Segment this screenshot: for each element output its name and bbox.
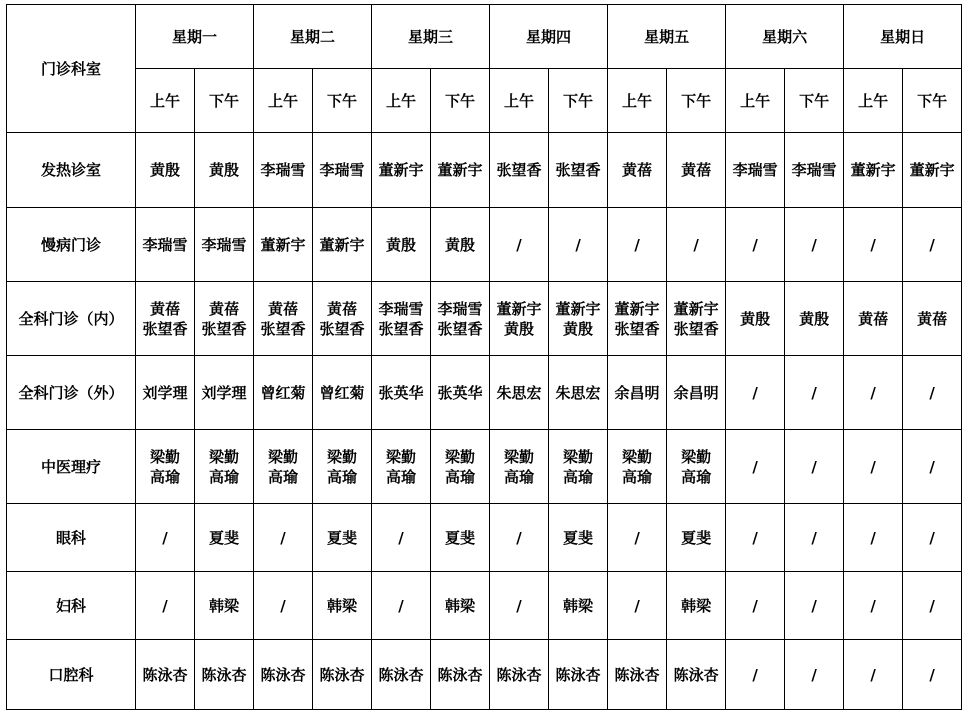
schedule-cell xyxy=(490,282,549,356)
doctor-name: 高瑜 xyxy=(268,467,299,486)
schedule-cell: 董新宇 xyxy=(844,133,903,208)
schedule-cell: / xyxy=(490,572,549,640)
schedule-cell: 陈泳杏 xyxy=(136,640,195,710)
schedule-cell: / xyxy=(844,430,903,504)
schedule-cell xyxy=(254,282,313,356)
schedule-cell: / xyxy=(785,572,844,640)
doctor-name: 高瑜 xyxy=(504,467,535,486)
schedule-cell: / xyxy=(254,572,313,640)
schedule-cell: 张英华 xyxy=(372,356,431,430)
schedule-cell: 董新宇 xyxy=(431,133,490,208)
schedule-cell: 黄殷 xyxy=(431,208,490,282)
doctor-name: 黄蓓 xyxy=(327,299,358,318)
day-header: 星期一 xyxy=(136,5,254,69)
schedule-cell: / xyxy=(903,504,962,572)
doctor-name: 高瑜 xyxy=(563,467,594,486)
doctor-name: 张望香 xyxy=(437,319,483,338)
schedule-cell xyxy=(667,430,726,504)
table-row xyxy=(7,356,962,430)
schedule-cell xyxy=(254,430,313,504)
schedule-cell: 黄殷 xyxy=(136,133,195,208)
doctor-name: 高瑜 xyxy=(386,467,417,486)
schedule-cell: / xyxy=(726,430,785,504)
schedule-cell: 陈泳杏 xyxy=(313,640,372,710)
schedule-cell: 黄蓓 xyxy=(667,133,726,208)
schedule-cell: 陈泳杏 xyxy=(431,640,490,710)
schedule-cell: 李瑞雪 xyxy=(785,133,844,208)
schedule-cell: 夏斐 xyxy=(549,504,608,572)
morning-header: 上午 xyxy=(844,69,903,133)
schedule-cell: / xyxy=(726,504,785,572)
schedule-cell: 陈泳杏 xyxy=(490,640,549,710)
doctor-name: 李瑞雪 xyxy=(437,299,483,318)
doctor-name: 梁勤 xyxy=(681,447,712,466)
schedule-cell: / xyxy=(549,208,608,282)
schedule-cell: / xyxy=(372,572,431,640)
schedule-cell: 黄殷 xyxy=(785,282,844,356)
afternoon-header: 下午 xyxy=(785,69,844,133)
schedule-cell xyxy=(490,430,549,504)
table-row xyxy=(7,504,962,572)
afternoon-header: 下午 xyxy=(313,69,372,133)
schedule-cell: 韩梁 xyxy=(667,572,726,640)
schedule-cell: 李瑞雪 xyxy=(726,133,785,208)
department-name: 慢病门诊 xyxy=(7,208,136,282)
doctor-name: 梁勤 xyxy=(149,447,180,466)
schedule-cell: / xyxy=(136,504,195,572)
schedule-cell: / xyxy=(903,208,962,282)
doctor-name: 黄蓓 xyxy=(149,299,180,318)
doctor-name: 高瑜 xyxy=(149,467,180,486)
schedule-cell: / xyxy=(844,572,903,640)
schedule-cell: / xyxy=(726,208,785,282)
schedule-cell: / xyxy=(785,504,844,572)
table-row xyxy=(7,572,962,640)
schedule-cell xyxy=(667,282,726,356)
doctor-name: 张望香 xyxy=(673,319,719,338)
schedule-cell: / xyxy=(372,504,431,572)
doctor-name: 李瑞雪 xyxy=(378,299,424,318)
schedule-cell: 陈泳杏 xyxy=(254,640,313,710)
schedule-cell: 李瑞雪 xyxy=(313,133,372,208)
corner-header-department: 门诊科室 xyxy=(7,5,136,133)
department-name: 口腔科 xyxy=(7,640,136,710)
schedule-cell: 董新宇 xyxy=(254,208,313,282)
schedule-cell: / xyxy=(785,356,844,430)
schedule-cell: 韩梁 xyxy=(549,572,608,640)
doctor-name: 张望香 xyxy=(378,319,424,338)
morning-header: 上午 xyxy=(490,69,549,133)
day-header: 星期二 xyxy=(254,5,372,69)
schedule-cell: / xyxy=(903,572,962,640)
doctor-name: 张望香 xyxy=(201,319,247,338)
doctor-name: 高瑜 xyxy=(622,467,653,486)
doctor-name: 梁勤 xyxy=(209,447,240,466)
table-row xyxy=(7,133,962,208)
morning-header: 上午 xyxy=(254,69,313,133)
doctor-name: 梁勤 xyxy=(445,447,476,466)
doctor-name: 董新宇 xyxy=(555,299,601,318)
schedule-cell: 黄蓓 xyxy=(608,133,667,208)
morning-header: 上午 xyxy=(608,69,667,133)
afternoon-header: 下午 xyxy=(431,69,490,133)
schedule-cell: / xyxy=(726,572,785,640)
schedule-cell xyxy=(195,430,254,504)
doctor-name: 高瑜 xyxy=(209,467,240,486)
day-header: 星期六 xyxy=(726,5,844,69)
schedule-cell: 黄蓓 xyxy=(903,282,962,356)
doctor-name: 黄殷 xyxy=(563,319,594,338)
schedule-cell xyxy=(372,282,431,356)
schedule-cell: 张望香 xyxy=(490,133,549,208)
day-header: 星期五 xyxy=(608,5,726,69)
schedule-cell: 黄蓓 xyxy=(844,282,903,356)
department-name: 发热诊室 xyxy=(7,133,136,208)
schedule-cell: / xyxy=(903,640,962,710)
schedule-cell: 陈泳杏 xyxy=(608,640,667,710)
schedule-cell: / xyxy=(490,504,549,572)
schedule-cell: 陈泳杏 xyxy=(549,640,608,710)
day-header: 星期四 xyxy=(490,5,608,69)
schedule-cell xyxy=(608,430,667,504)
day-header: 星期日 xyxy=(844,5,962,69)
day-header: 星期三 xyxy=(372,5,490,69)
schedule-cell: / xyxy=(608,572,667,640)
schedule-cell: 曾红菊 xyxy=(254,356,313,430)
schedule-cell: 韩梁 xyxy=(431,572,490,640)
schedule-cell: 李瑞雪 xyxy=(195,208,254,282)
schedule-cell: 黄殷 xyxy=(726,282,785,356)
schedule-cell: / xyxy=(844,640,903,710)
schedule-cell: 夏斐 xyxy=(313,504,372,572)
doctor-name: 高瑜 xyxy=(445,467,476,486)
morning-header: 上午 xyxy=(372,69,431,133)
schedule-cell xyxy=(313,430,372,504)
schedule-cell: 韩梁 xyxy=(195,572,254,640)
schedule-cell xyxy=(431,430,490,504)
schedule-cell xyxy=(136,430,195,504)
schedule-cell: / xyxy=(785,208,844,282)
afternoon-header: 下午 xyxy=(549,69,608,133)
schedule-cell: 陈泳杏 xyxy=(195,640,254,710)
schedule-cell: 朱思宏 xyxy=(549,356,608,430)
table-row xyxy=(7,282,962,356)
schedule-cell: 朱思宏 xyxy=(490,356,549,430)
schedule-cell: / xyxy=(608,208,667,282)
schedule-cell: 夏斐 xyxy=(431,504,490,572)
department-name: 中医理疗 xyxy=(7,430,136,504)
schedule-cell: / xyxy=(844,356,903,430)
schedule-cell: / xyxy=(726,640,785,710)
doctor-name: 梁勤 xyxy=(563,447,594,466)
schedule-cell xyxy=(136,282,195,356)
schedule-cell: 黄殷 xyxy=(195,133,254,208)
schedule-cell: 陈泳杏 xyxy=(667,640,726,710)
schedule-cell: 董新宇 xyxy=(903,133,962,208)
doctor-name: 张望香 xyxy=(142,319,188,338)
schedule-cell: 韩梁 xyxy=(313,572,372,640)
department-name: 全科门诊（内） xyxy=(7,282,136,356)
morning-header: 上午 xyxy=(136,69,195,133)
table-row xyxy=(7,208,962,282)
schedule-cell: 余昌明 xyxy=(667,356,726,430)
schedule-cell xyxy=(372,430,431,504)
doctor-name: 梁勤 xyxy=(622,447,653,466)
doctor-name: 董新宇 xyxy=(614,299,660,318)
schedule-cell: 陈泳杏 xyxy=(372,640,431,710)
afternoon-header: 下午 xyxy=(195,69,254,133)
schedule-cell: 黄殷 xyxy=(372,208,431,282)
doctor-name: 张望香 xyxy=(614,319,660,338)
doctor-name: 梁勤 xyxy=(327,447,358,466)
schedule-cell xyxy=(431,282,490,356)
table-row xyxy=(7,640,962,710)
schedule-cell: 李瑞雪 xyxy=(136,208,195,282)
doctor-name: 张望香 xyxy=(260,319,306,338)
schedule-cell: 曾红菊 xyxy=(313,356,372,430)
schedule-cell: 董新宇 xyxy=(372,133,431,208)
doctor-name: 高瑜 xyxy=(327,467,358,486)
schedule-cell: / xyxy=(490,208,549,282)
doctor-name: 高瑜 xyxy=(681,467,712,486)
afternoon-header: 下午 xyxy=(903,69,962,133)
doctor-name: 董新宇 xyxy=(496,299,542,318)
doctor-name: 董新宇 xyxy=(673,299,719,318)
schedule-cell: / xyxy=(726,356,785,430)
doctor-name: 黄蓓 xyxy=(209,299,240,318)
schedule-cell: / xyxy=(254,504,313,572)
doctor-name: 黄殷 xyxy=(504,319,535,338)
schedule-cell: / xyxy=(844,504,903,572)
schedule-table xyxy=(6,4,962,710)
department-name: 眼科 xyxy=(7,504,136,572)
schedule-cell: / xyxy=(667,208,726,282)
schedule-cell xyxy=(549,430,608,504)
schedule-cell: 张英华 xyxy=(431,356,490,430)
schedule-cell: 余昌明 xyxy=(608,356,667,430)
schedule-cell: 张望香 xyxy=(549,133,608,208)
schedule-cell: 刘学理 xyxy=(195,356,254,430)
doctor-name: 黄蓓 xyxy=(268,299,299,318)
schedule-cell: / xyxy=(844,208,903,282)
schedule-cell: 李瑞雪 xyxy=(254,133,313,208)
morning-header: 上午 xyxy=(726,69,785,133)
doctor-name: 张望香 xyxy=(319,319,365,338)
schedule-cell xyxy=(608,282,667,356)
schedule-cell xyxy=(195,282,254,356)
schedule-cell: 刘学理 xyxy=(136,356,195,430)
schedule-cell: / xyxy=(136,572,195,640)
schedule-cell: / xyxy=(903,430,962,504)
schedule-cell xyxy=(313,282,372,356)
doctor-name: 梁勤 xyxy=(268,447,299,466)
afternoon-header: 下午 xyxy=(667,69,726,133)
schedule-cell: 夏斐 xyxy=(195,504,254,572)
schedule-cell: / xyxy=(785,640,844,710)
schedule-cell xyxy=(549,282,608,356)
schedule-cell: / xyxy=(608,504,667,572)
schedule-cell: / xyxy=(785,430,844,504)
department-name: 全科门诊（外） xyxy=(7,356,136,430)
schedule-cell: 夏斐 xyxy=(667,504,726,572)
table-row xyxy=(7,430,962,504)
schedule-cell: / xyxy=(903,356,962,430)
doctor-name: 梁勤 xyxy=(386,447,417,466)
department-name: 妇科 xyxy=(7,572,136,640)
schedule-cell: 董新宇 xyxy=(313,208,372,282)
doctor-name: 梁勤 xyxy=(504,447,535,466)
